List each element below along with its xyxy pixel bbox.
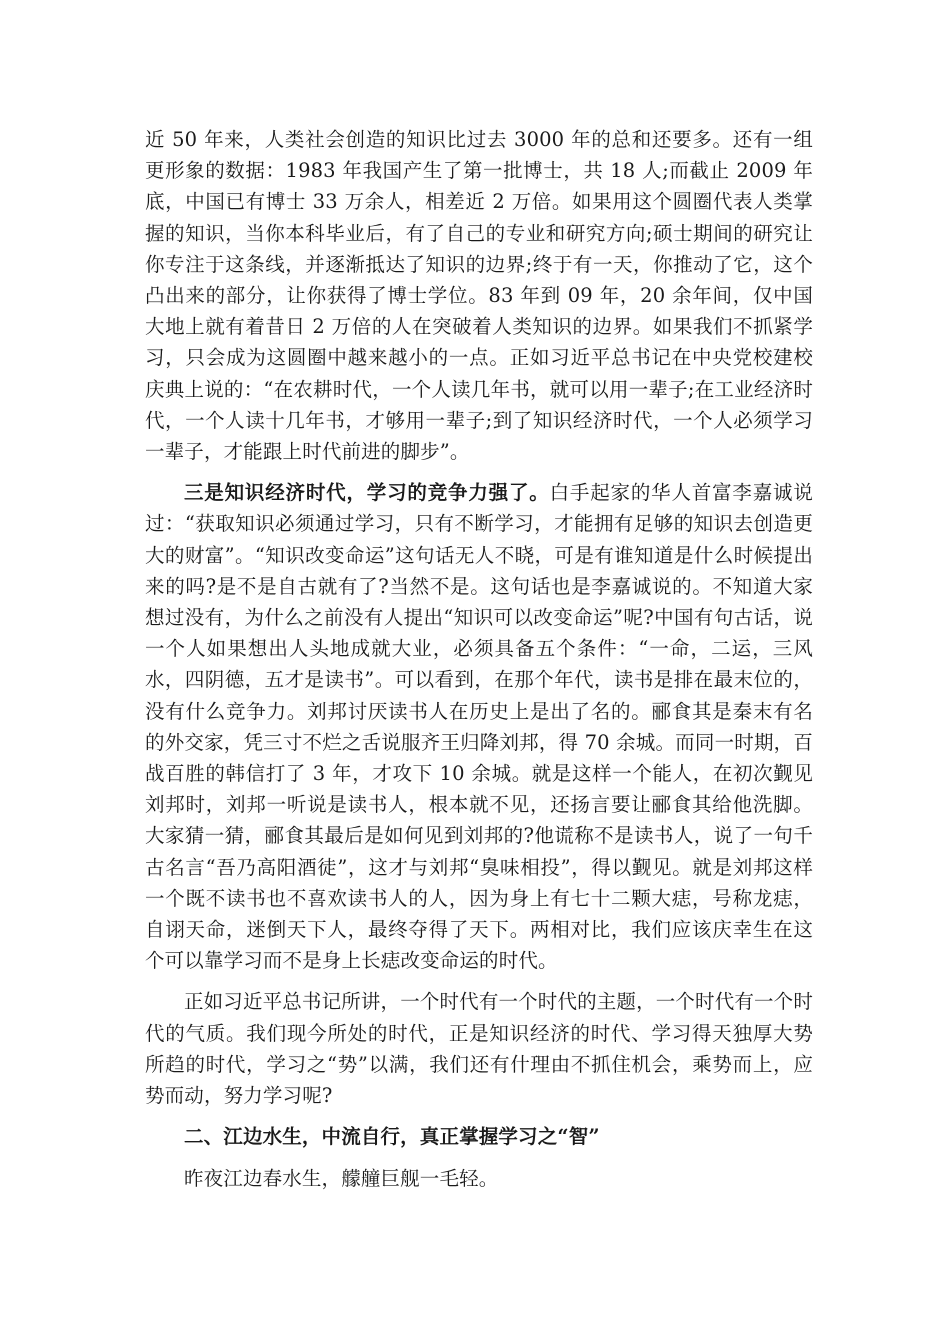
paragraph-competition-body: 白手起家的华人首富李嘉诚说过：“获取知识必须通过学习，只有不断学习，才能拥有足够的知识去创造更大的财富”。“知识改变命运”这句话无人不晓，可是有谁知道是什么时候提出来的吗?是不是自古就有了?当然不是。这句话也是李嘉诚说的。不知道大家想过没有，为什么之前没有人提出“知识可以改变命运”呢?中国有句古话，说一个人如果想出人头地成就大业，必须具备五个条件：“一命，二运，三风水，四阴德，五才是读书”。可以看到，在那个年代，读书是排在最末位的，没有什么竞争力。刘邦讨厌读书人在历史上是出了名的。郦食其是秦末有名的外交家，凭三寸不烂之舌说服齐王归降刘邦，得 70 余城。而同一时期，百战百胜的韩信打了 3 年，才攻下 10 余城。就是这样一个能人，在初次觐见刘邦时，刘邦一听说是读书人，根本就不见，还扬言要让郦食其给他洗脚。大家猜一猜，郦食其最后是如何见到刘邦的?他谎称不是读书人，说了一句千古名言“吾乃高阳酒徒”，这才与刘邦“臭味相投”，得以觐见。就是刘邦这样一个既不读书也不喜欢读书人的人，因为身上有七十二颗大痣，号称龙痣，自诩天命，迷倒天下人，最终夺得了天下。两相对比，我们应该庆幸生在这个可以靠学习而不是身上长痣改变命运的时代。 [145, 481, 813, 973]
paragraph-lead-sentence: 三是知识经济时代，学习的竞争力强了。 [184, 481, 550, 505]
paragraph-competition [145, 477, 813, 976]
paragraph-poem-line: 昨夜江边春水生，艨艟巨舰一毛轻。 [184, 1166, 499, 1190]
paragraph-knowledge-growth: 近 50 年来，人类社会创造的知识比过去 3000 年的总和还要多。还有一组更形象的数据：1983 年我国产生了第一批博士，共 18 人;而截止 2009 年底，中国已有博士 33 万余人，相差近 2 万倍。如果用这个圆圈代表人类掌握的知识，当你本科毕业后，有了自己的专业和研究方向;硕士期间的研究让你专注于这条线，并逐渐抵达了知识的边界;终于有一天，你推动了它，这个凸出来的部分，让你获得了博士学位。83 年到 09 年，20 余年间，仅中国大地上就有着昔日 2 万倍的人在突破着人类知识的边界。如果我们不抓紧学习，只会成为这圆圈中越来越小的一点。正如习近平总书记在中央党校建校庆典上说的：“在农耕时代，一个人读几年书，就可以用一辈子;在工业经济时代，一个人读十几年书，才够用一辈子;到了知识经济时代，一个人必须学习一辈子，才能跟上时代前进的脚步”。 [145, 128, 813, 464]
document-body [145, 124, 813, 1204]
section-heading: 二、江边水生，中流自行，真正掌握学习之“智” [184, 1125, 600, 1149]
paragraph-era-theme: 正如习近平总书记所讲，一个时代有一个时代的主题，一个时代有一个时代的气质。我们现今所处的时代，正是知识经济的时代、学习得天独厚大势所趋的时代，学习之“势”以满，我们还有什理由不抓住机会，乘势而上，应势而动，努力学习呢? [145, 990, 813, 1108]
